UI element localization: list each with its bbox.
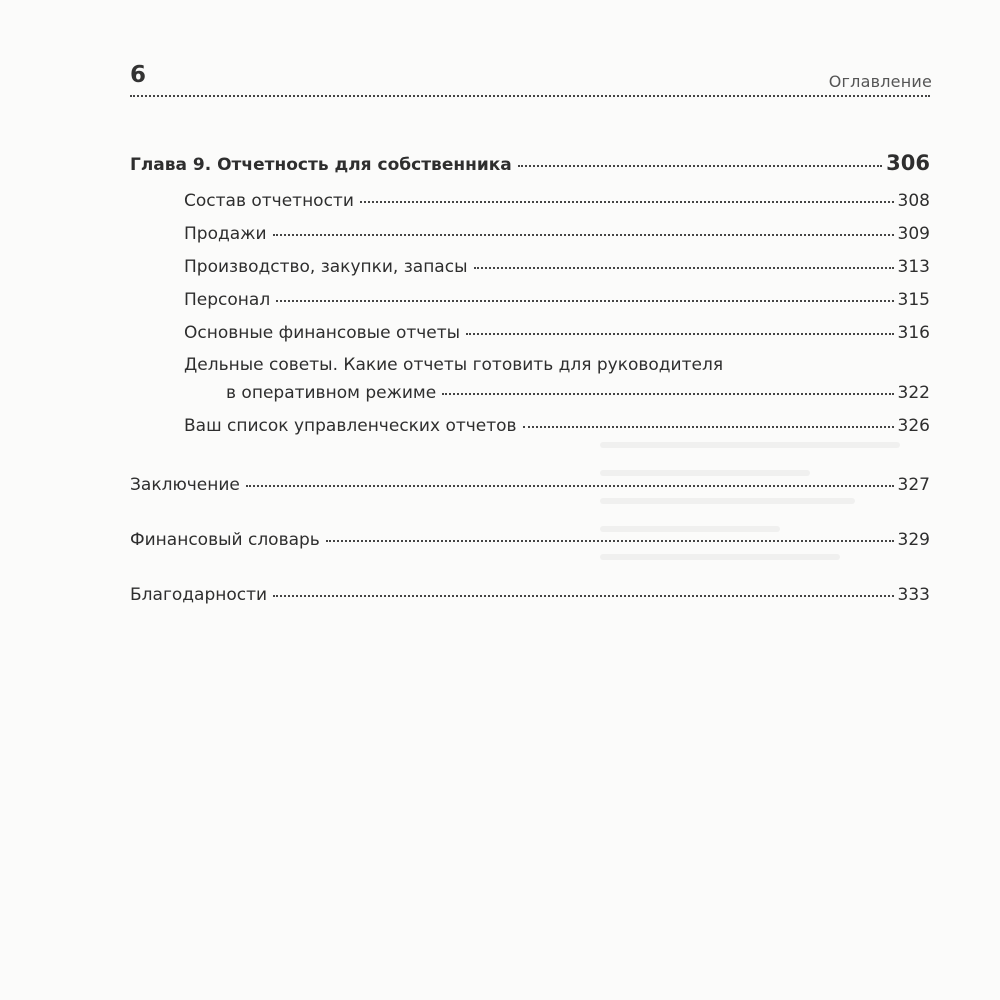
toc-entry-label: Состав отчетности — [184, 191, 354, 211]
page-header — [130, 60, 930, 96]
running-title: Оглавление — [828, 72, 932, 91]
toc-section-production[interactable] — [184, 257, 930, 277]
toc-entry-label: Продажи — [184, 224, 267, 244]
header-dotted-rule — [130, 95, 930, 97]
toc-entry-page: 306 — [886, 151, 930, 175]
toc-entry-page: 333 — [897, 585, 930, 605]
toc-acknowledgements[interactable] — [130, 585, 930, 605]
toc-section-composition[interactable] — [184, 191, 930, 211]
toc-entry-label: Глава 9. Отчетность для собственника — [130, 155, 512, 175]
dot-leader — [273, 595, 893, 597]
dot-leader — [442, 393, 893, 395]
dot-leader — [360, 201, 894, 203]
toc-entry-page: 316 — [897, 323, 930, 343]
toc-entry-page: 315 — [897, 290, 930, 310]
toc-entry-label: Персонал — [184, 290, 271, 310]
toc-section-your-reports[interactable] — [184, 416, 930, 436]
dot-leader — [518, 165, 882, 167]
toc-entry-label: Заключение — [130, 475, 240, 495]
toc-financial-glossary[interactable] — [130, 530, 930, 550]
dot-leader — [273, 234, 894, 236]
dot-leader — [474, 267, 894, 269]
toc-entry-page: 326 — [897, 416, 930, 436]
dot-leader — [523, 426, 894, 428]
dot-leader — [246, 485, 894, 487]
bleed-through-texture — [600, 420, 900, 680]
toc-entry-page: 329 — [897, 530, 930, 550]
toc-entry-page: 309 — [897, 224, 930, 244]
page-number: 6 — [130, 62, 147, 88]
toc-entry-label: Ваш список управленческих отчетов — [184, 416, 517, 436]
toc-entry-label: Финансовый словарь — [130, 530, 320, 550]
dot-leader — [326, 540, 894, 542]
toc-section-sales[interactable] — [184, 224, 930, 244]
dot-leader — [276, 300, 893, 302]
toc-chapter-9[interactable] — [130, 151, 930, 175]
dot-leader — [466, 333, 893, 335]
toc-section-advice[interactable] — [226, 383, 930, 403]
toc-entry-label: в оперативном режиме — [226, 383, 437, 403]
toc-entry-label: Производство, закупки, запасы — [184, 257, 468, 277]
toc-entry-page: 327 — [897, 475, 930, 495]
toc-entry-label: Благодарности — [130, 585, 268, 605]
toc-entry-label: Основные финансовые отчеты — [184, 323, 461, 343]
toc-entry-page: 322 — [897, 383, 930, 403]
toc-conclusion[interactable] — [130, 475, 930, 495]
toc-entry-page: 308 — [897, 191, 930, 211]
toc-entry-page: 313 — [897, 257, 930, 277]
toc-section-personnel[interactable] — [184, 290, 930, 310]
toc-section-advice-line1[interactable]: Дельные советы. Какие отчеты готовить для руководителя — [184, 355, 724, 375]
toc-section-financial-reports[interactable] — [184, 323, 930, 343]
